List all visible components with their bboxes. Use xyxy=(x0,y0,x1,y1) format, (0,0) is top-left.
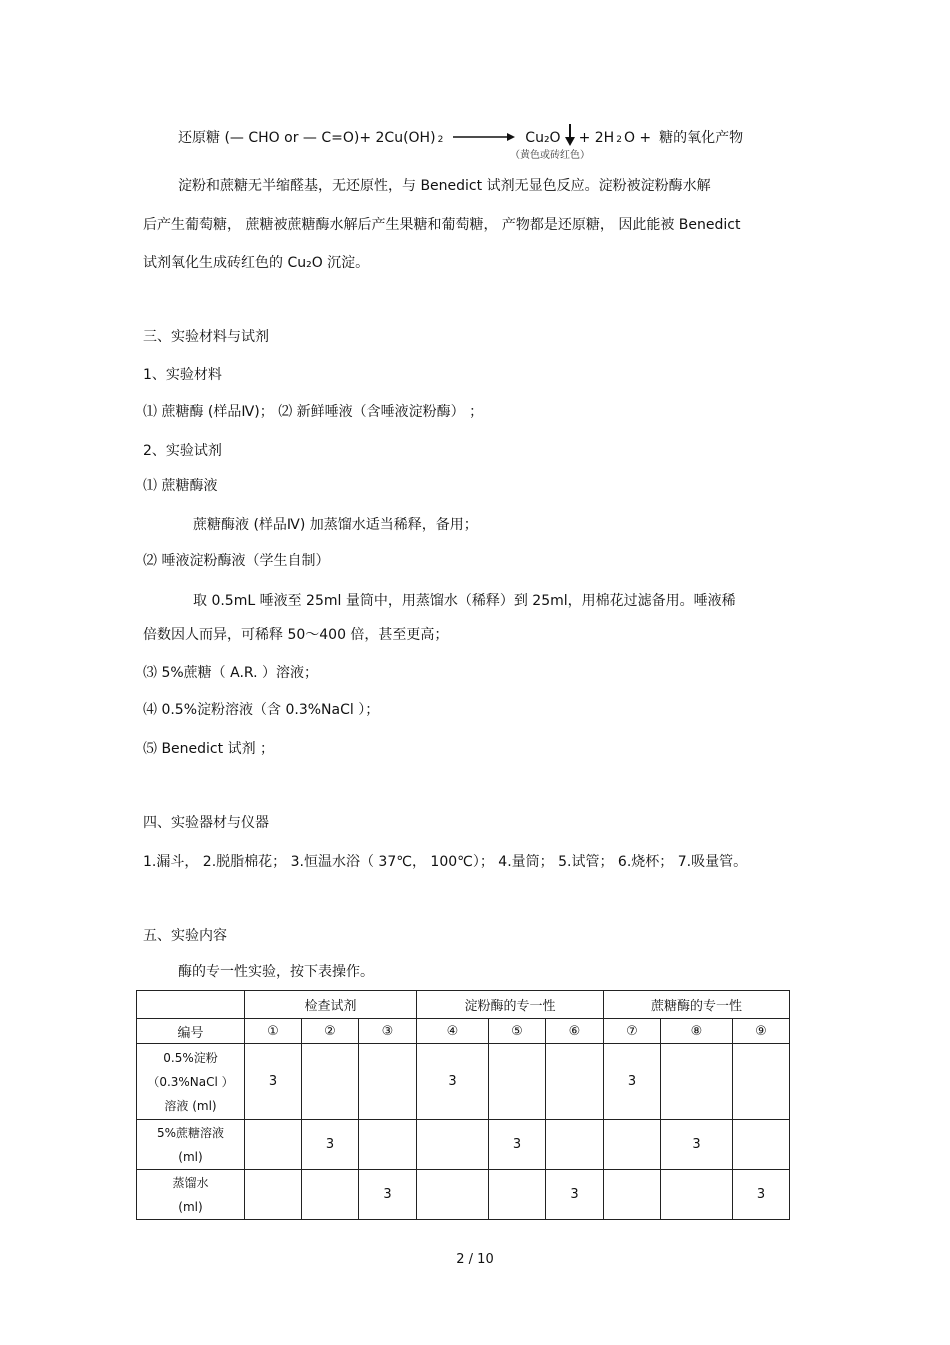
section5-text: 酶的专一性实验，按下表操作。 xyxy=(178,964,374,980)
row-label-line: (ml) xyxy=(178,1149,203,1164)
tube-number: ⑤ xyxy=(489,1019,546,1044)
tube-number: ④ xyxy=(417,1019,489,1044)
equation-water-o: O + xyxy=(623,130,652,146)
group-header-amylase: 淀粉酶的专一性 xyxy=(417,991,604,1019)
table-cell xyxy=(302,1044,359,1120)
row-label-line: (ml) xyxy=(178,1199,203,1214)
row-label-line: 0.5%淀粉 xyxy=(163,1050,218,1065)
table-cell: 3 xyxy=(302,1120,359,1170)
table-row xyxy=(137,1120,790,1170)
specificity-table xyxy=(136,990,790,1220)
table-cell: 3 xyxy=(733,1170,790,1220)
row-label-line: （0.3%NaCl ） xyxy=(147,1074,234,1089)
reagent-4: ⑷ 0.5%淀粉溶液（含 0.3%NaCl ）； xyxy=(143,702,380,718)
tube-number: ⑧ xyxy=(661,1019,733,1044)
table-cell xyxy=(245,1170,302,1220)
group-header-check: 检查试剂 xyxy=(245,991,417,1019)
equation-lhs-subscript: 2 xyxy=(437,135,444,145)
group-header-sucrase: 蔗糖酶的专一性 xyxy=(604,991,790,1019)
equation-lhs: 还原糖 (— CHO or — C=O)+ 2Cu(OH) xyxy=(178,130,436,146)
table-cell xyxy=(489,1044,546,1120)
section4-items: 1.漏斗， 2.脱脂棉花； 3.恒温水浴（ 37℃， 100℃）； 4.量筒； 5.试管； 6.烧杯； 7.吸量管。 xyxy=(143,854,748,870)
intro-line-3: 试剂氧化生成砖红色的 Cu₂O 沉淀。 xyxy=(143,255,370,271)
table-group-header-row xyxy=(137,991,790,1019)
table-cell xyxy=(245,1120,302,1170)
table-cell: 3 xyxy=(546,1170,604,1220)
row-label-line: 5%蔗糖溶液 xyxy=(156,1125,225,1140)
table-cell: 3 xyxy=(661,1120,733,1170)
table-cell xyxy=(546,1120,604,1170)
reagent-2-title: ⑵ 唾液淀粉酶液（学生自制） xyxy=(143,553,330,569)
table-cell xyxy=(661,1044,733,1120)
equation-note: （黄色或砖红色） xyxy=(510,150,590,161)
intro-line-2: 后产生葡萄糖， 蔗糖被蔗糖酶水解后产生果糖和葡萄糖， 产物都是还原糖， 因此能被 Benedict xyxy=(143,217,741,233)
table-cell: 3 xyxy=(604,1044,661,1120)
table-row xyxy=(137,1044,790,1120)
table-cell xyxy=(733,1120,790,1170)
table-cell xyxy=(489,1170,546,1220)
table-cell xyxy=(661,1170,733,1220)
row-label-water xyxy=(137,1170,245,1220)
section4-title: 四、实验器材与仪器 xyxy=(143,815,269,831)
section3-title: 三、实验材料与试剂 xyxy=(143,329,269,345)
equation-water: + 2H xyxy=(578,130,615,146)
tube-number: ⑨ xyxy=(733,1019,790,1044)
table-cell xyxy=(359,1120,417,1170)
row-label-sucrose xyxy=(137,1120,245,1170)
table-cell xyxy=(604,1170,661,1220)
reagent-1-title: ⑴ 蔗糖酶液 xyxy=(143,478,218,494)
table-cell xyxy=(302,1170,359,1220)
intro-line-1: 淀粉和蔗糖无半缩醛基，无还原性，与 Benedict 试剂无显色反应。淀粉被淀粉酶水解 xyxy=(178,178,711,194)
row-label-starch xyxy=(137,1044,245,1120)
precipitate-arrow-icon xyxy=(565,124,575,146)
reagent-2-text-1: 取 0.5mL 唾液至 25ml 量筒中，用蒸馏水（稀释）到 25ml，用棉花过滤备用。唾液稀 xyxy=(193,593,736,609)
tube-number: ⑦ xyxy=(604,1019,661,1044)
table-corner-cell xyxy=(137,991,245,1019)
tube-number: ① xyxy=(245,1019,302,1044)
tube-number: ② xyxy=(302,1019,359,1044)
equation-water-subscript: 2 xyxy=(616,135,622,145)
section5-title: 五、实验内容 xyxy=(143,928,227,944)
table-cell: 3 xyxy=(489,1120,546,1170)
reagent-2-text-2: 倍数因人而异，可稀释 50～400 倍，甚至更高； xyxy=(143,627,449,643)
table-number-row xyxy=(137,1019,790,1044)
table-cell xyxy=(733,1044,790,1120)
tube-number: ⑥ xyxy=(546,1019,604,1044)
table-cell: 3 xyxy=(359,1170,417,1220)
table-cell xyxy=(417,1120,489,1170)
row-label-line: 溶液 (ml) xyxy=(164,1098,217,1113)
table-cell xyxy=(604,1120,661,1170)
table-cell: 3 xyxy=(245,1044,302,1120)
table-cell xyxy=(359,1044,417,1120)
section3-materials-heading: 1、实验材料 xyxy=(143,367,222,383)
table-row xyxy=(137,1170,790,1220)
equation-cu2o: Cu₂O xyxy=(525,130,561,146)
table-cell: 3 xyxy=(417,1044,489,1120)
section3-materials: ⑴ 蔗糖酶 (样品Ⅳ)； ⑵ 新鲜唾液（含唾液淀粉酶） ； xyxy=(143,404,484,420)
reaction-equation xyxy=(178,120,743,147)
reagent-5: ⑸ Benedict 试剂 ； xyxy=(143,741,275,757)
reaction-arrow-icon xyxy=(453,130,515,144)
number-label: 编号 xyxy=(137,1019,245,1044)
tube-number: ③ xyxy=(359,1019,417,1044)
equation-product: 糖的氧化产物 xyxy=(659,130,744,146)
reagent-3: ⑶ 5%蔗糖（ A.R. ）溶液； xyxy=(143,665,319,681)
section3-reagents-heading: 2、实验试剂 xyxy=(143,443,222,459)
table-cell xyxy=(417,1170,489,1220)
table-cell xyxy=(546,1044,604,1120)
row-label-line: 蒸馏水 xyxy=(172,1175,209,1190)
page-number: 2 / 10 xyxy=(456,1252,494,1267)
reagent-1-text: 蔗糖酶液 (样品Ⅳ) 加蒸馏水适当稀释，备用； xyxy=(193,517,478,533)
